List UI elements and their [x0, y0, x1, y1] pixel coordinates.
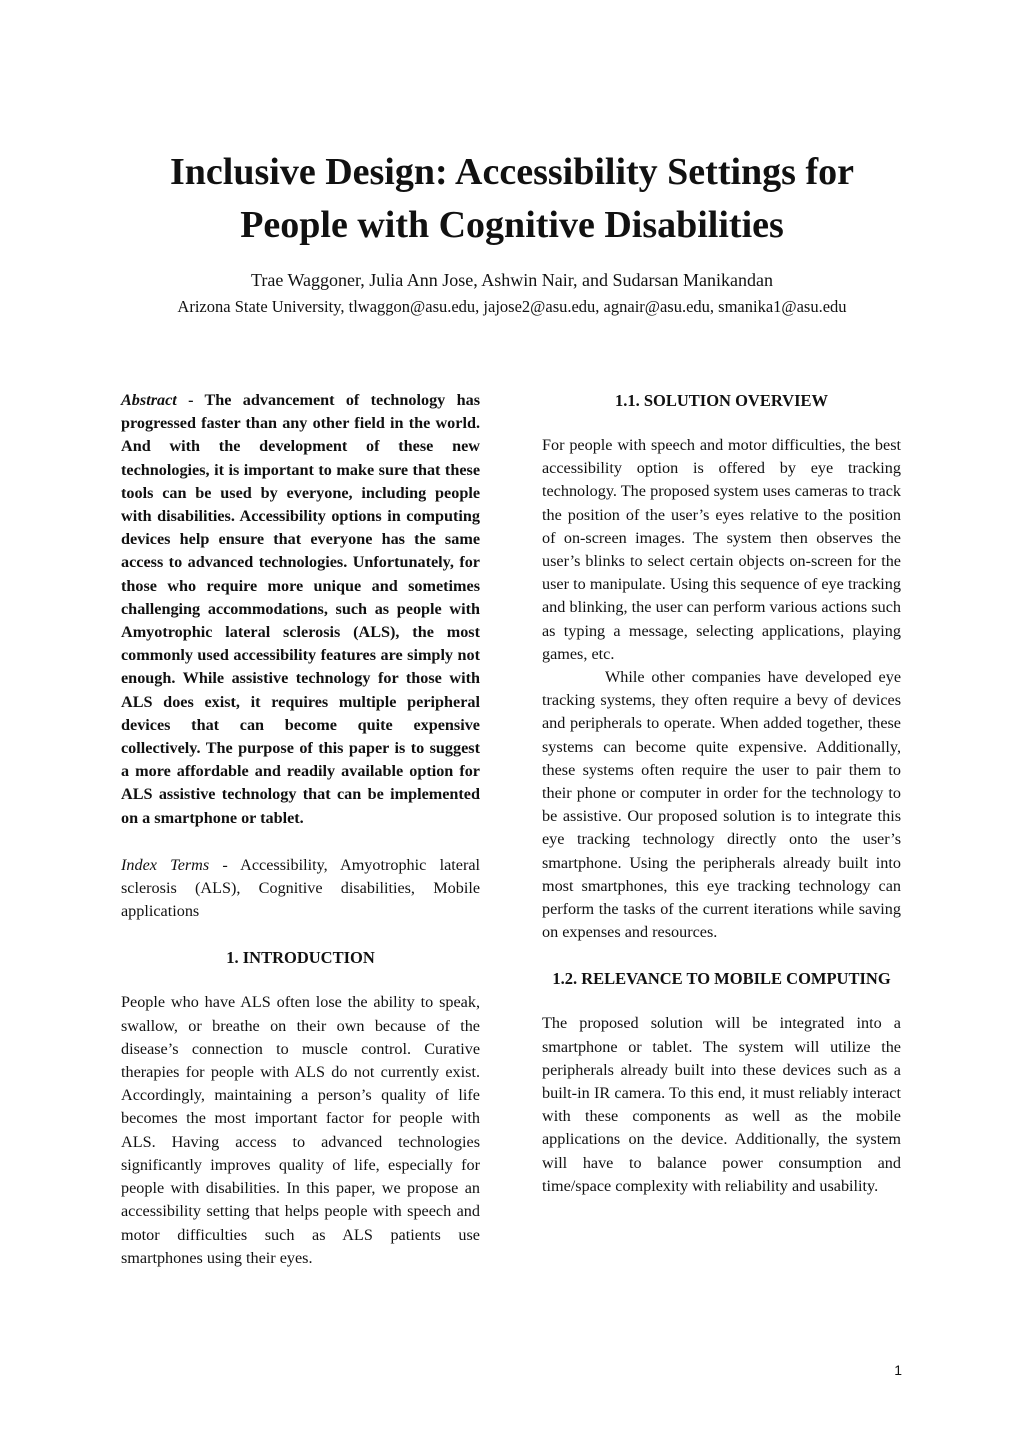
solution-overview-paragraph-2: While other companies have developed eye tracking systems, they often require a bevy of devices and peripherals to operate. When added together, these systems can become quite expensive. Additionally, these systems often require the user to pair them to their phone or computer in order for the technology to be assistive. Our proposed solution is to integrate this eye tracking technology directly onto the user’s smartphone. Using the peripherals already built into most smartphones, this eye tracking technology can perform the tasks of the current iterations while saving on expenses and resources.: [542, 668, 901, 942]
solution-overview-heading: 1.1. SOLUTION OVERVIEW: [614, 391, 829, 410]
paper-title-line-2: People with Cognitive Disabilities: [240, 204, 784, 246]
index-terms: [121, 854, 480, 924]
author-list: Trae Waggoner, Julia Ann Jose, Ashwin Nair, and Sudarsan Manikandan: [250, 270, 774, 290]
abstract: [121, 389, 480, 830]
introduction-paragraph: People who have ALS often lose the ability to speak, swallow, or breathe on their own because of the disease’s connection to muscle control. Curative therapies for people with ALS do not currently exist. Accordingly, maintaining a person’s quality of life becomes the most important factor for people with ALS. Having access to advanced technologies significantly improves quality of life, especially for people with disabilities. In this paper, we propose an accessibility setting that helps people with speech and motor difficulties such as ALS patients use smartphones using their eyes.: [121, 993, 480, 1267]
relevance-paragraph: The proposed solution will be integrated into a smartphone or tablet. The system will utilize the peripherals already built into these devices such as a built-in IR camera. To this end, it must reliably interact with these components as well as the mobile applications on the device. Additionally, the system will have to balance power consumption and time/space complexity with reliability and usability.: [542, 1014, 901, 1195]
abstract-text: - The advancement of technology has progressed faster than any other field in the world. And with the development of these new technologies, it is important to make sure that these tools can be used by everyone, including people with disabilities. Accessibility options in computing devices help ensure that everyone has the same access to advanced technologies. Unfortunately, for those who require more unique and sometimes challenging accommodations, such as people with Amyotrophic lateral sclerosis (ALS), the most commonly used accessibility features are simply not enough. While assistive technology for those with ALS does exist, it requires multiple peripheral devices that can become quite expensive collectively. The purpose of this paper is to suggest a more affordable and readily available option for ALS assistive technology that can be implemented on a smartphone or tablet.: [121, 391, 480, 827]
solution-overview-paragraph-1: For people with speech and motor difficulties, the best accessibility option is offered by eye tracking technology. The proposed system uses cameras to track the position of the user’s eyes relative to the position of on-screen images. The system then observes the user’s blinks to select certain objects on-screen for the user to manipulate. Using this sequence of eye tracking and blinking, the user can perform various actions such as typing a message, selecting applications, playing games, etc.: [542, 436, 901, 663]
paper-title: [0, 146, 1024, 252]
left-column: [121, 389, 480, 1270]
author-affiliation: Arizona State University, tlwaggon@asu.edu, jajose2@asu.edu, agnair@asu.edu, smanika1@asu.edu: [177, 297, 847, 316]
page-number: 1: [894, 1362, 902, 1378]
introduction-heading: 1. INTRODUCTION: [226, 948, 375, 968]
right-column: [542, 389, 901, 1198]
paper-title-line-1: Inclusive Design: Accessibility Settings for: [170, 151, 854, 193]
relevance-heading: 1.2. RELEVANCE TO MOBILE COMPUTING: [552, 969, 891, 989]
index-terms-label: Index Terms: [121, 855, 210, 874]
abstract-label: Abstract: [121, 391, 177, 409]
index-terms-text: - Accessibility, Amyotrophic lateral sclerosis (ALS), Cognitive disabilities, Mobile applications: [121, 855, 481, 921]
